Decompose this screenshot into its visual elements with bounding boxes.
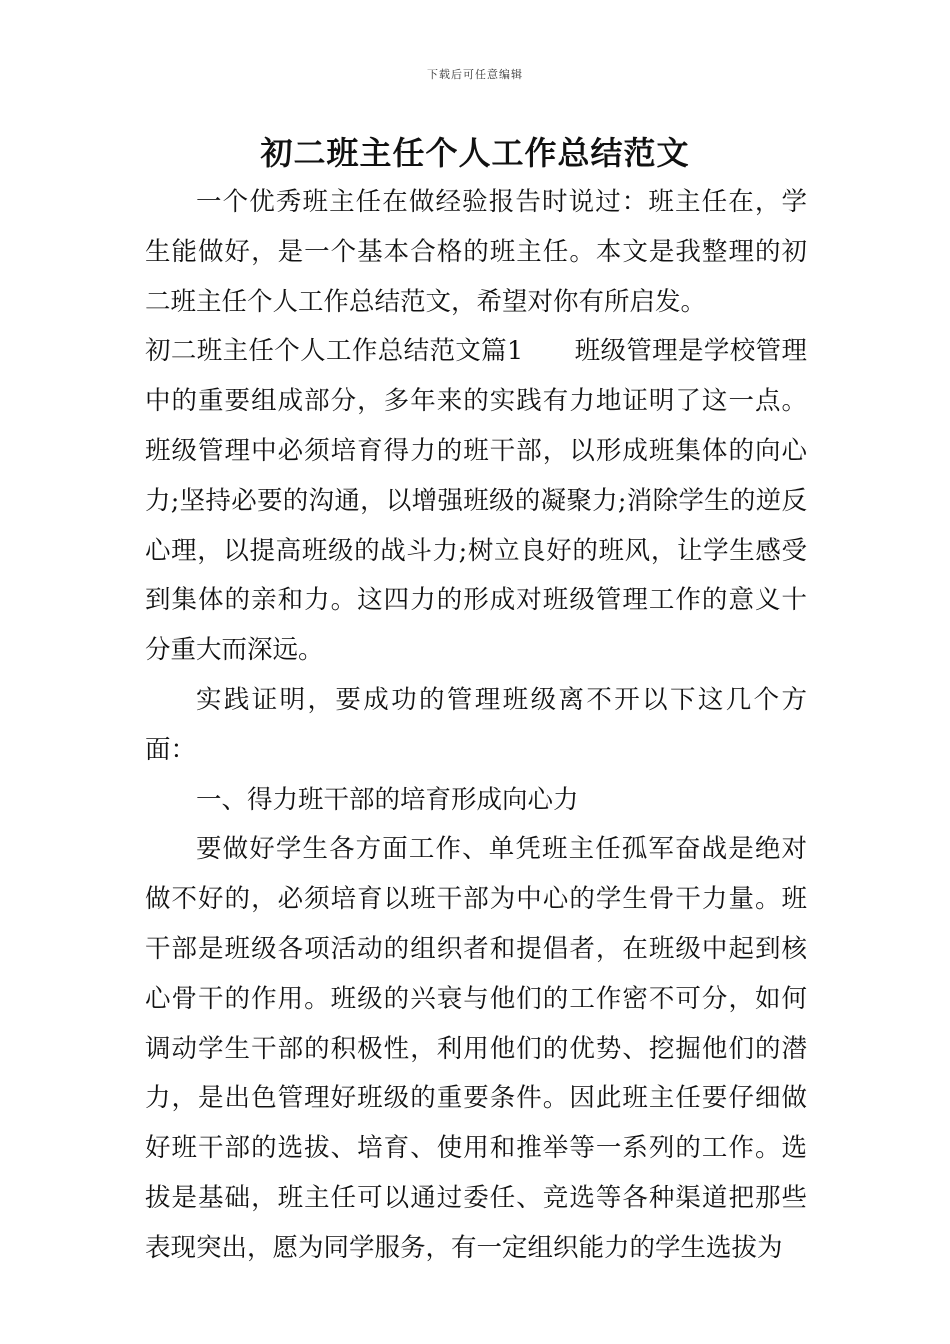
header-note: 下载后可任意编辑 bbox=[427, 68, 523, 81]
section-paragraph-block bbox=[145, 327, 807, 676]
point-one-paragraph: 要做好学生各方面工作、单凭班主任孤军奋战是绝对做不好的，必须培育以班干部为中心的学生骨干力量。班干部是班级各项活动的组织者和提倡者，在班级中起到核心骨干的作用。班级的兴衰与他们的工作密不可分，如何调动学生干部的积极性，利用他们的优势、挖掘他们的潜力，是出色管理好班级的重要条件。因此班主任要仔细做好班干部的选拔、培育、使用和推举等一系列的工作。选拔是基础，班主任可以通过委任、竞选等各种渠道把那些表现突出，愿为同学服务，有一定组织能力的学生选拔为 bbox=[145, 834, 807, 1263]
section-paragraph: 班级管理是学校管理中的重要组成部分，多年来的实践有力地证明了这一点。班级管理中必须培育得力的班干部，以形成班集体的向心力;坚持必要的沟通，以增强班级的凝聚力;消除学生的逆反心理，以提高班级的战斗力;树立良好的班风，让学生感受到集体的亲和力。这四力的形成对班级管理工作的意义十分重大而深远。 bbox=[145, 336, 807, 666]
point-one-heading: 一、得力班干部的培育形成向心力 bbox=[196, 784, 579, 815]
intro-paragraph: 一个优秀班主任在做经验报告时说过：班主任在，学生能做好，是一个基本合格的班主任。本文是我整理的初二班主任个人工作总结范文，希望对你有所启发。 bbox=[145, 187, 807, 317]
document-title: 初二班主任个人工作总结范文 bbox=[260, 134, 690, 172]
practice-paragraph: 实践证明，要成功的管理班级离不开以下这几个方面： bbox=[145, 684, 807, 765]
document-body bbox=[145, 178, 807, 1274]
section-heading: 初二班主任个人工作总结范文篇1 bbox=[145, 336, 524, 367]
